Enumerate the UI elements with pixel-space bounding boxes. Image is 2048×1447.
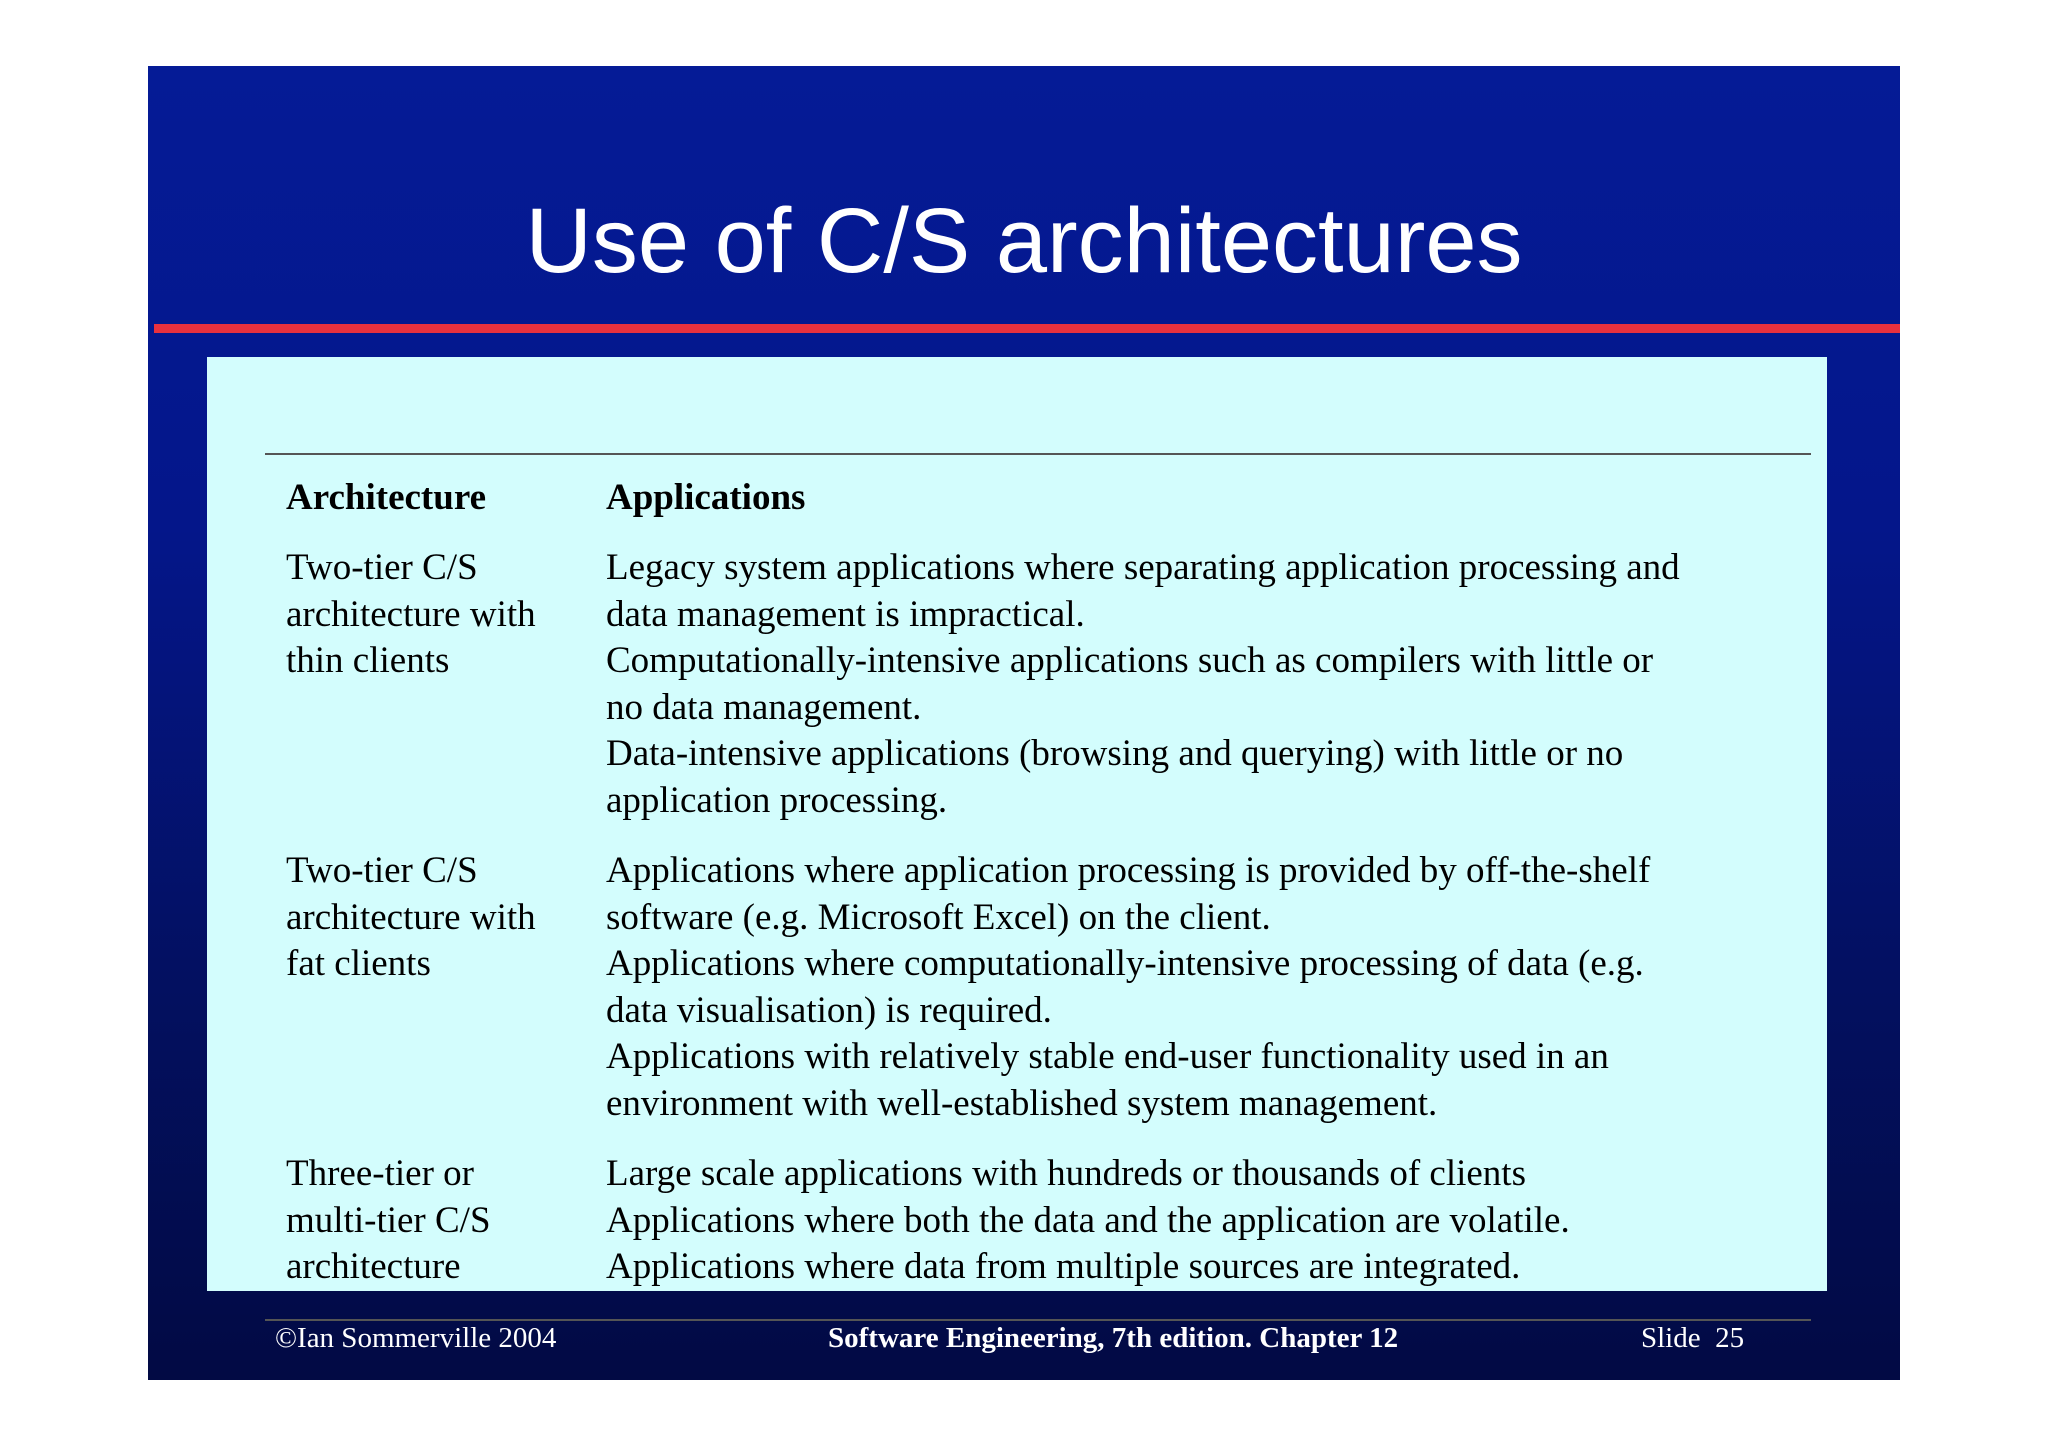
slide-title: Use of C/S architectures [525, 190, 1523, 292]
architecture-cell [286, 545, 606, 824]
slide [148, 66, 1900, 1380]
slide-footer [148, 1318, 1900, 1358]
application-line: data management is impractical. [606, 593, 1085, 635]
table-row [286, 848, 1806, 1127]
footer-copyright: ©Ian Sommerville 2004 [275, 1322, 557, 1354]
footer-slide-number: Slide 25 [1641, 1322, 1745, 1354]
architecture-line: thin clients [286, 640, 450, 681]
application-line: Applications where application processing is provided by off-the-shelf [606, 850, 1651, 891]
applications-cell [606, 1151, 1806, 1291]
application-line: Data-intensive applications (browsing and querying) with little or no [606, 733, 1624, 774]
table-row [286, 1151, 1806, 1291]
architecture-line: Three-tier or [286, 1153, 474, 1194]
header-applications: Applications [606, 477, 806, 518]
architecture-line: architecture [286, 1246, 461, 1287]
architecture-line: architecture with [286, 896, 536, 938]
table-header-row [286, 475, 1806, 545]
application-line: Large scale applications with hundreds or thousands of clients [606, 1153, 1526, 1194]
table-row [286, 545, 1806, 824]
application-line: no data management. [606, 686, 922, 728]
table-top-rule [265, 453, 1811, 455]
application-line: Applications with relatively stable end-user functionality used in an [606, 1036, 1609, 1077]
application-line: data visualisation) is required. [606, 989, 1052, 1031]
application-line: Legacy system applications where separating application processing and [606, 547, 1680, 588]
architecture-line: multi-tier C/S [286, 1199, 491, 1241]
architecture-table [286, 475, 1806, 1291]
applications-cell [606, 848, 1806, 1127]
header-architecture: Architecture [286, 477, 486, 518]
application-line: environment with well-established system management. [606, 1082, 1438, 1124]
application-line: Applications where computationally-intensive processing of data (e.g. [606, 943, 1644, 984]
application-line: Applications where both the data and the application are volatile. [606, 1199, 1570, 1241]
application-line: Applications where data from multiple sources are integrated. [606, 1246, 1521, 1287]
footer-book-title: Software Engineering, 7th edition. Chapter 12 [828, 1322, 1399, 1354]
architecture-line: Two-tier C/S [286, 850, 478, 891]
architecture-line: fat clients [286, 943, 431, 984]
application-line: Computationally-intensive applications such as compilers with little or [606, 640, 1654, 681]
architecture-line: Two-tier C/S [286, 547, 478, 588]
applications-cell [606, 545, 1806, 824]
architecture-line: architecture with [286, 593, 536, 635]
architecture-cell [286, 848, 606, 1127]
application-line: software (e.g. Microsoft Excel) on the client. [606, 896, 1271, 938]
application-line: application processing. [606, 779, 948, 821]
architecture-cell [286, 1151, 606, 1291]
content-panel [207, 357, 1827, 1291]
title-divider [154, 324, 1900, 333]
